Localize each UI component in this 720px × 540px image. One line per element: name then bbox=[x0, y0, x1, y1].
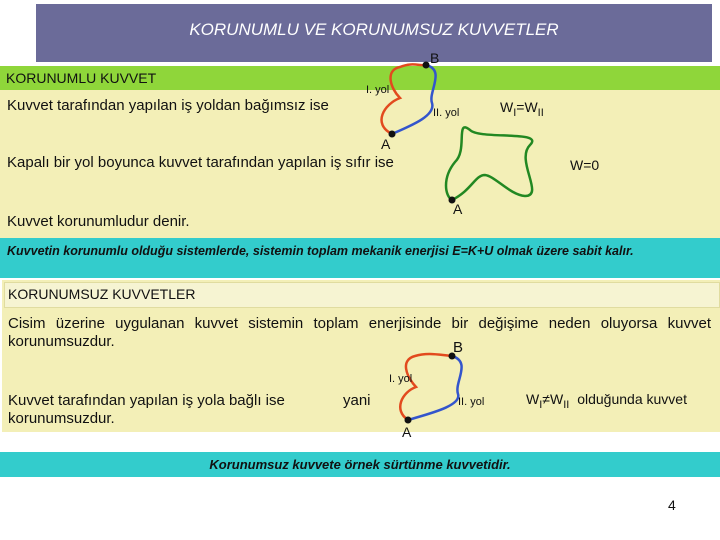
energy-note: Kuvvetin korunumlu olduğu sistemlerde, sistemin toplam mekanik enerjisi E=K+U olmak üzere sabit kalır. bbox=[7, 244, 634, 258]
section1-line1: Kuvvet tarafından yapılan iş yoldan bağımsız ise bbox=[7, 97, 329, 114]
diagram1-equation: $W_I=W_{II}$ bbox=[500, 99, 544, 119]
diagram3-path1-label: I. yol bbox=[389, 373, 413, 385]
diagram3-path2-label: II. yol bbox=[458, 396, 485, 408]
section2-line1: Kuvvet tarafından yapılan iş yola bağlı ise bbox=[8, 392, 285, 409]
page-title: KORUNUMLU VE KORUNUMSUZ KUVVETLER bbox=[189, 20, 559, 39]
diagram3-point-b: B bbox=[453, 339, 464, 356]
diagram2-equation: W=0 bbox=[570, 157, 600, 173]
section1-heading: KORUNUMLU KUVVET bbox=[6, 70, 157, 86]
friction-note: Korunumsuz kuvvete örnek sürtünme kuvvetidir. bbox=[209, 457, 511, 472]
diagram2-point-a: A bbox=[453, 201, 463, 217]
section2-line2: korunumsuzdur. bbox=[8, 410, 115, 427]
section2-paragraph1: Cisim üzerine uygulanan kuvvet sistemin toplam enerjisinde bir değişime neden oluyorsa kuvvet korunumsuzdur. bbox=[8, 315, 711, 350]
page-number: 4 bbox=[668, 497, 676, 513]
diagram1-path1-label: I. yol bbox=[366, 84, 390, 96]
diagram1-point-b: B bbox=[430, 50, 440, 66]
section2-equation: $W_I\ne W_{II}$ olduğunda kuvvet bbox=[526, 391, 687, 411]
section1-line3: Kuvvet korunumludur denir. bbox=[7, 213, 190, 230]
diagram1-path2-label: II. yol bbox=[433, 107, 460, 119]
section2-yani: yani bbox=[343, 392, 371, 409]
diagram1-point-a: A bbox=[381, 136, 391, 152]
section1-line2: Kapalı bir yol boyunca kuvvet tarafından yapılan iş sıfır ise bbox=[7, 154, 394, 171]
section2-heading: KORUNUMSUZ KUVVETLER bbox=[8, 286, 196, 302]
diagram3-point-a: A bbox=[402, 424, 412, 440]
